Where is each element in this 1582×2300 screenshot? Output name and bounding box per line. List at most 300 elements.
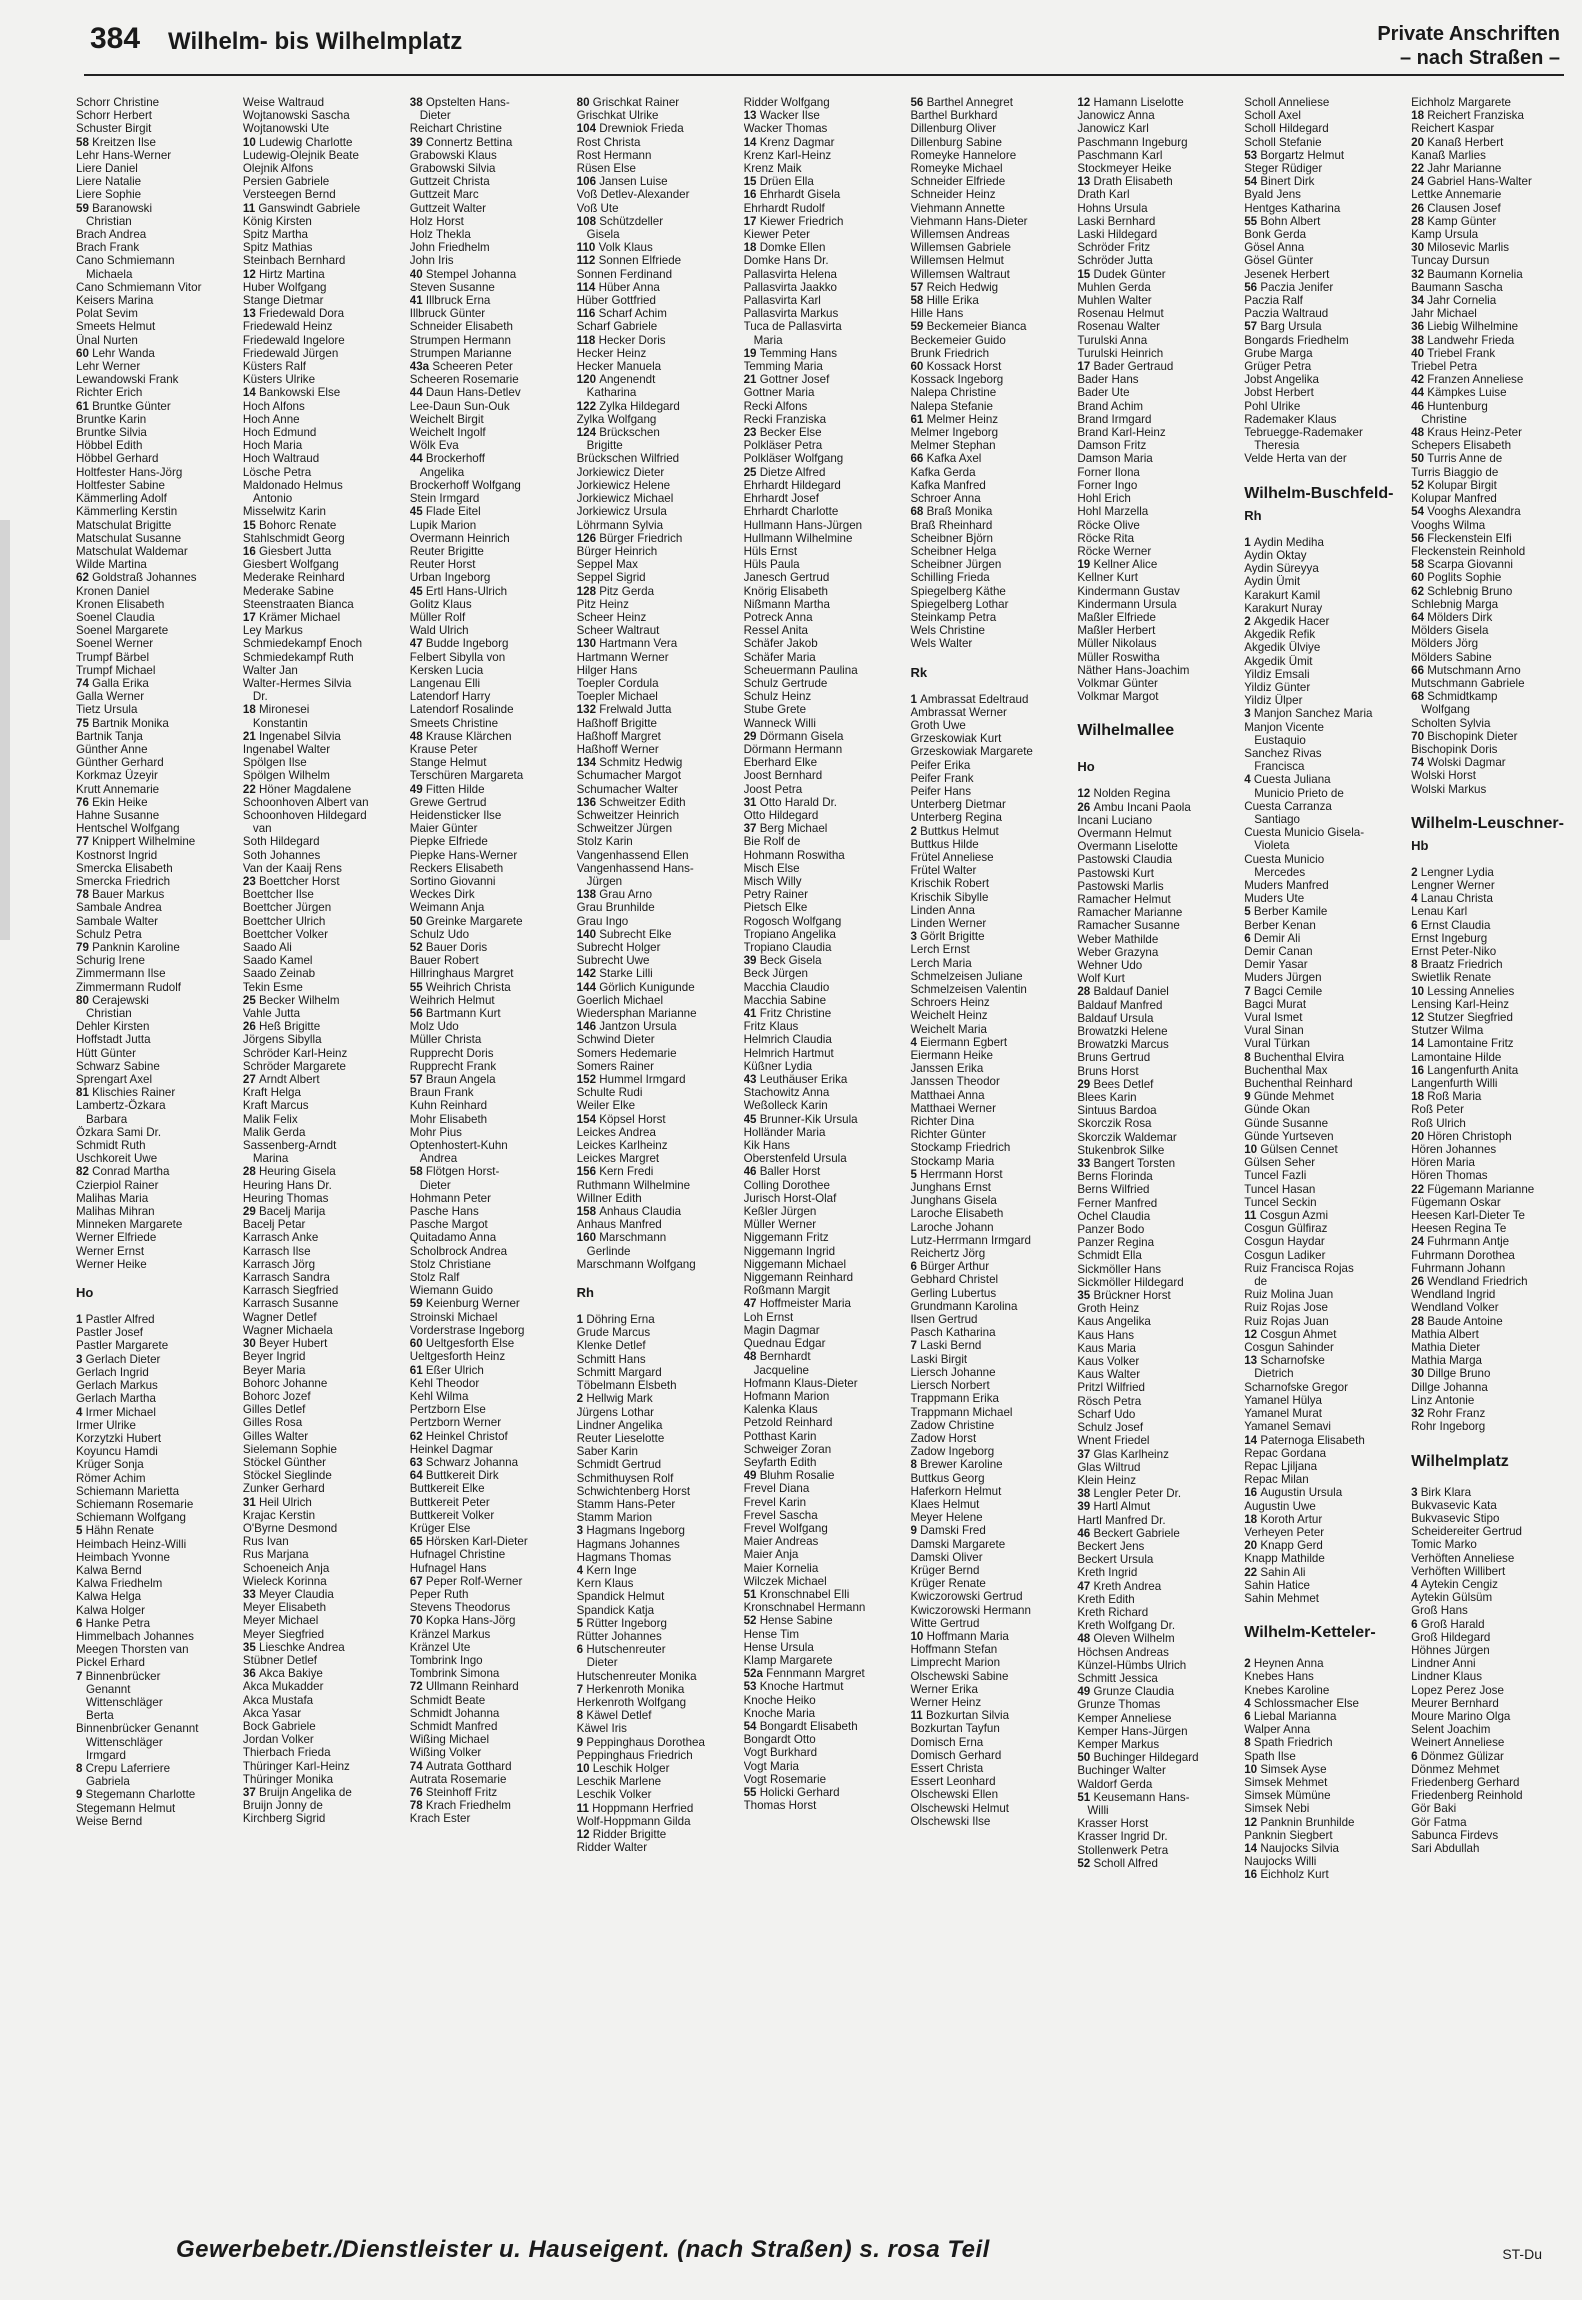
house-number: 44 <box>409 386 426 400</box>
house-number: 7 <box>576 1682 587 1696</box>
directory-entry: Knebes Hans <box>1244 1670 1314 1684</box>
directory-entry: Beckemeier Guido <box>910 333 1006 347</box>
house-number: 2 <box>1244 614 1254 628</box>
directory-entry: Petzold Reinhard <box>743 1416 833 1430</box>
directory-entry: Wagner Detlef <box>242 1310 317 1324</box>
directory-entry: 8 Braatz Friedrich <box>1411 958 1503 972</box>
directory-entry: Wels Walter <box>910 637 973 651</box>
house-number: 15 <box>242 518 260 532</box>
directory-entry: Yamanel Semavi <box>1244 1420 1332 1434</box>
directory-entry: Laski Bernhard <box>1077 214 1156 228</box>
directory-entry: 65 Hörsken Karl-Dieter <box>409 1535 528 1549</box>
directory-entry: Vural Türkan <box>1244 1037 1310 1051</box>
directory-entry: Reckers Elisabeth <box>409 861 504 875</box>
directory-entry: Hofmann Klaus-Dieter <box>743 1376 858 1390</box>
directory-entry: Friedewald Ingelore <box>242 333 345 347</box>
directory-entry: Wojtanowski Ute <box>242 122 330 136</box>
directory-entry: 80 Cerajewski <box>76 993 149 1007</box>
directory-entry: Thüringer Monika <box>242 1772 334 1786</box>
house-number: 64 <box>409 1469 426 1483</box>
directory-entry: Schoonhoven Albert van <box>242 795 369 809</box>
house-number: 3 <box>1244 707 1254 721</box>
directory-entry: Frütel Anneliese <box>910 850 994 864</box>
directory-entry: Schulz Josef <box>1077 1421 1144 1435</box>
directory-entry: Lerch Ernst <box>910 943 970 957</box>
directory-entry: 33 Bangert Torsten <box>1077 1157 1176 1171</box>
directory-entry: 26 Heß Brigitte <box>242 1020 321 1034</box>
directory-entry: 16 Ehrhardt Gisela <box>743 188 841 202</box>
district-heading: Rh <box>576 1285 595 1301</box>
directory-entry: Bruntke Silvia <box>76 426 147 440</box>
directory-entry: Ernst Ingeburg <box>1411 931 1488 945</box>
directory-entry: Zimmermann Ilse <box>76 967 166 981</box>
directory-entry: Waldorf Gerda <box>1077 1777 1153 1791</box>
directory-entry: Stachowitz Anna <box>743 1086 830 1100</box>
directory-entry: Smeets Helmut <box>76 320 156 334</box>
directory-entry: 13 Friedewald Dora <box>242 307 345 321</box>
directory-entry: Pastowski Marlis <box>1077 879 1164 893</box>
directory-entry: Eichholz Margarete <box>1411 96 1512 109</box>
directory-entry: Turris Biaggio de <box>1411 465 1499 479</box>
directory-entry: 19 Temming Hans <box>743 346 838 360</box>
house-number: 59 <box>910 320 927 334</box>
directory-entry: 8 Buchenthal Elvira <box>1244 1050 1345 1064</box>
directory-entry: Cuesta Carranza <box>1244 799 1332 813</box>
directory-entry: 38 Opstelten Hans- <box>409 96 510 109</box>
directory-entry: Richter Erich <box>76 386 143 400</box>
directory-entry: Kehl Wilma <box>409 1389 469 1403</box>
house-number: 5 <box>1244 905 1254 919</box>
directory-entry: Grundmann Karolina <box>910 1299 1018 1313</box>
entry-continuation: Santiago <box>1254 812 1301 826</box>
directory-entry: Bürger Heinrich <box>576 544 658 558</box>
house-number: 44 <box>1411 386 1428 400</box>
house-number: 63 <box>409 1455 426 1469</box>
directory-entry: Kalwa Holger <box>76 1603 145 1617</box>
directory-entry: 19 Kellner Alice <box>1077 558 1158 572</box>
directory-entry: Stübner Detlef <box>242 1653 318 1667</box>
directory-entry: Voß Detlev-Alexander <box>576 188 690 202</box>
directory-entry: Günther Gerhard <box>76 756 164 770</box>
entry-continuation: Theresia <box>1254 439 1300 453</box>
spacer <box>577 1271 740 1281</box>
directory-entry: Reuter Lieselotte <box>576 1431 665 1445</box>
house-number: 57 <box>910 280 927 294</box>
directory-entry: Wißing Volker <box>409 1746 482 1760</box>
directory-entry: Zunker Gerhard <box>242 1482 325 1496</box>
house-number: 59 <box>409 1297 426 1311</box>
directory-entry: Karrasch Jörg <box>242 1257 316 1271</box>
directory-entry: Scholl Hildegard <box>1244 122 1329 136</box>
directory-entry: Unterberg Regina <box>910 811 1002 825</box>
house-number: 25 <box>242 993 260 1007</box>
directory-entry: Browatzki Marcus <box>1077 1038 1169 1052</box>
directory-entry: Pertzborn Werner <box>409 1416 502 1430</box>
directory-entry: Vogt Burkhard <box>743 1746 818 1760</box>
house-number: 136 <box>576 795 600 809</box>
directory-entry: Repac Milan <box>1244 1473 1309 1487</box>
directory-entry: Hoch Edmund <box>242 426 317 440</box>
directory-entry: 1 Ambrassat Edeltraud <box>910 692 1029 706</box>
directory-entry: Somers Hedemarie <box>576 1046 677 1060</box>
house-number: 124 <box>576 426 600 440</box>
directory-entry: Dillge Johanna <box>1411 1380 1488 1394</box>
directory-entry: Kaus Volker <box>1077 1355 1140 1369</box>
directory-entry: 14 Lamontaine Fritz <box>1411 1037 1514 1051</box>
house-number: 38 <box>409 96 426 109</box>
directory-entry: Haferkorn Helmut <box>910 1484 1002 1498</box>
directory-entry: Schäfer Maria <box>743 650 816 664</box>
directory-entry: 2 Buttkus Helmut <box>910 824 999 838</box>
house-number: 118 <box>576 333 599 347</box>
house-number: 16 <box>242 544 260 558</box>
directory-entry: Sari Abdullah <box>1411 1841 1480 1855</box>
directory-entry: Vural Sinan <box>1244 1024 1304 1038</box>
directory-entry: Karrasch Siegfried <box>242 1284 339 1298</box>
house-number: 24 <box>1411 175 1428 189</box>
directory-entry: Kemper Anneliese <box>1077 1711 1172 1725</box>
house-number: 10 <box>576 1761 593 1775</box>
directory-entry: 142 Starke Lilli <box>576 967 653 981</box>
directory-entry: Piepke Elfriede <box>409 835 488 849</box>
directory-entry: Hufnagel Christine <box>409 1548 506 1562</box>
directory-entry: Schulz Gertrude <box>743 676 828 690</box>
directory-entry: Buttkus Georg <box>910 1471 985 1485</box>
directory-entry: Wacker Thomas <box>743 122 828 136</box>
directory-entry: Krasser Ingrid Dr. <box>1077 1830 1168 1844</box>
directory-entry: Soenel Werner <box>76 637 154 651</box>
directory-entry: 22 Fügemann Marianne <box>1411 1182 1535 1196</box>
directory-entry: Buchenthal Max <box>1244 1063 1328 1077</box>
directory-entry: Malihas Mihran <box>76 1205 155 1219</box>
directory-entry: Weichelt Maria <box>910 1022 987 1036</box>
directory-entry: Wendland Ingrid <box>1411 1288 1496 1302</box>
directory-entry: Müller Christa <box>409 1033 482 1047</box>
directory-entry: Wnent Friedel <box>1077 1434 1150 1448</box>
directory-entry: Willemsen Helmut <box>910 254 1004 268</box>
directory-entry: 23 Becker Else <box>743 426 822 440</box>
directory-entry: 53 Knoche Hartmut <box>743 1680 844 1694</box>
directory-entry: Ressel Anita <box>743 624 809 638</box>
directory-entry: Stange Dietmar <box>242 294 324 308</box>
house-number: 12 <box>1077 787 1094 801</box>
directory-entry: Schurig Irene <box>76 954 145 968</box>
house-number: 10 <box>1244 1143 1261 1157</box>
directory-entry: Hüber Gottfried <box>576 294 656 308</box>
house-number: 6 <box>910 1260 921 1274</box>
directory-entry: Müller Rolf <box>409 610 466 624</box>
directory-entry: Steinkamp Petra <box>910 610 997 624</box>
entry-continuation: Wittenschläger <box>86 1735 163 1749</box>
directory-entry: Helmrich Hartmut <box>743 1046 834 1060</box>
directory-entry: Fritz Klaus <box>743 1020 799 1034</box>
directory-entry: Baumann Sascha <box>1411 280 1503 294</box>
house-number: 128 <box>576 584 600 598</box>
directory-entry: Trappmann Erika <box>910 1392 999 1406</box>
directory-entry: 132 Frelwald Jutta <box>576 703 672 717</box>
house-number: 8 <box>1411 958 1421 972</box>
directory-entry: Wißing Michael <box>409 1733 490 1747</box>
directory-entry: Weimann Anja <box>409 901 485 915</box>
directory-entry: 6 Ernst Claudia <box>1411 918 1491 932</box>
directory-entry: Rus Ivan <box>242 1535 289 1549</box>
directory-entry: 21 Ingenabel Silvia <box>242 729 341 743</box>
directory-entry: Polat Sevim <box>76 307 138 321</box>
directory-entry: 17 Kiewer Friedrich <box>743 214 844 228</box>
directory-entry: Grischkat Ulrike <box>576 109 659 123</box>
house-number: 62 <box>409 1429 426 1443</box>
directory-entry: Müller Roswitha <box>1077 650 1160 664</box>
directory-entry: Roßmann Margit <box>743 1284 830 1298</box>
house-number: 65 <box>409 1535 426 1549</box>
directory-entry: Swietlik Renate <box>1411 971 1492 985</box>
directory-entry: Herkenroth Wolfgang <box>576 1695 687 1709</box>
directory-entry: 39 Connertz Bettina <box>409 135 513 149</box>
directory-entry: Krenz Karl-Heinz <box>743 148 832 162</box>
directory-entry: Dehler Kirsten <box>76 1020 150 1034</box>
directory-entry: 37 Glas Karlheinz <box>1077 1447 1169 1461</box>
directory-entry: Schweitzer Heinrich <box>576 808 680 822</box>
entry-continuation: Gisela <box>586 228 620 242</box>
directory-entry: Melmer Stephan <box>910 439 996 453</box>
house-number: 56 <box>1244 280 1261 294</box>
directory-entry: Selent Joachim <box>1411 1723 1491 1737</box>
directory-entry: Ruiz Francisca Rojas <box>1244 1261 1354 1275</box>
directory-entry: Vahle Jutta <box>242 1007 301 1021</box>
directory-entry: 156 Kern Fredi <box>576 1165 654 1179</box>
directory-entry: Aydin Ümit <box>1244 575 1301 589</box>
directory-entry: Ruthmann Wilhelmine <box>576 1178 691 1192</box>
directory-entry: Weßolleck Karin <box>743 1099 828 1113</box>
directory-entry: Kostnorst Ingrid <box>76 848 158 862</box>
directory-entry: 126 Bürger Friedrich <box>576 531 683 545</box>
directory-entry: Weckes Dirk <box>409 888 475 902</box>
directory-entry: Mederake Reinhard <box>242 571 345 585</box>
directory-entry: 58 Kreitzen Ilse <box>76 135 156 149</box>
house-number: 13 <box>1077 175 1094 189</box>
directory-entry: Gör Fatma <box>1411 1815 1467 1829</box>
directory-entry: 50 Greinke Margarete <box>409 914 523 928</box>
directory-entry: Felbert Sibylla von <box>409 650 506 664</box>
directory-entry: Wiedersphan Marianne <box>576 1007 697 1021</box>
spacer <box>1244 526 1407 536</box>
directory-entry: Bruns Horst <box>1077 1064 1139 1078</box>
directory-entry: Löhrmann Sylvia <box>576 518 664 532</box>
directory-entry: Essert Christa <box>910 1761 984 1775</box>
directory-entry: 55 Weihrich Christa <box>409 980 511 994</box>
directory-entry: Lehr Hans-Werner <box>76 148 172 162</box>
street-heading: Wilhelmplatz <box>1411 1452 1509 1470</box>
house-number: 30 <box>1411 241 1428 255</box>
directory-entry: Näther Hans-Joachim <box>1077 663 1190 677</box>
directory-entry: Holz Horst <box>409 214 464 228</box>
entry-continuation: Dietrich <box>1254 1367 1294 1381</box>
house-number: 5 <box>910 1167 921 1181</box>
directory-entry: John Iris <box>409 254 454 268</box>
directory-entry: Müller Werner <box>743 1218 817 1232</box>
directory-entry: Dillenburg Sabine <box>910 135 1002 149</box>
house-number: 120 <box>576 373 600 387</box>
directory-entry: 14 Krenz Dagmar <box>743 135 835 149</box>
directory-entry: Romeyke Hannelore <box>910 148 1017 162</box>
directory-entry: Krenz Maik <box>743 162 802 176</box>
directory-entry: 37 Bruijn Angelika de <box>242 1786 352 1799</box>
directory-entry: Marschmann Wolfgang <box>576 1257 696 1271</box>
directory-entry: 14 Bankowski Else <box>242 386 341 400</box>
directory-entry: 60 Ueltgesforth Else <box>409 1337 515 1351</box>
directory-entry: Gilles Walter <box>242 1429 309 1443</box>
directory-entry: Akca Yasar <box>242 1706 302 1720</box>
directory-entry: Sickmöller Hildegard <box>1077 1275 1184 1289</box>
house-number: 61 <box>910 412 927 426</box>
directory-entry: Mohr Pius <box>409 1125 462 1139</box>
directory-entry: 20 Kanaß Herbert <box>1411 135 1504 149</box>
directory-entry: Willner Edith <box>576 1191 642 1205</box>
spacer <box>577 1303 740 1313</box>
entry-continuation: Katharina <box>586 386 637 400</box>
directory-entry: Hillringhaus Margret <box>409 967 514 981</box>
directory-entry: Tietz Ursula <box>76 703 138 717</box>
directory-entry: Misch Willy <box>743 874 802 888</box>
directory-entry: Barthel Burkhard <box>910 109 998 123</box>
directory-entry: Grüger Petra <box>1244 360 1312 374</box>
directory-entry: Cosgun Sahinder <box>1244 1341 1334 1355</box>
directory-entry: Versteegen Bernd <box>242 188 336 202</box>
directory-entry: Schmitt Hans <box>576 1352 646 1366</box>
directory-entry: Giesbert Wolfgang <box>242 558 339 572</box>
directory-entry: Grube Marga <box>1244 346 1313 360</box>
directory-entry: Byald Jens <box>1244 188 1301 202</box>
directory-entry: 59 Keienburg Werner <box>409 1297 520 1311</box>
directory-entry: Schroers Heinz <box>910 996 990 1010</box>
house-number: 82 <box>76 1165 93 1179</box>
directory-entry: Bruijn Jonny de <box>242 1799 323 1813</box>
directory-entry: Höchsen Andreas <box>1077 1645 1169 1659</box>
directory-entry: 4 Kern Inge <box>576 1563 637 1577</box>
spacer <box>1411 1434 1574 1444</box>
directory-entry: 56 Bartmann Kurt <box>409 1007 501 1021</box>
directory-entry: 3 Görlt Brigitte <box>910 930 985 944</box>
directory-entry: 8 Crepu Laferriere <box>76 1761 171 1775</box>
directory-entry: 45 Flade Eitel <box>409 505 481 519</box>
directory-entry: Hofmann Marion <box>743 1389 830 1403</box>
directory-entry: Manjon Vicente <box>1244 720 1324 734</box>
directory-entry: 3 Gerlach Dieter <box>76 1352 161 1366</box>
directory-entry: 118 Hecker Doris <box>576 333 666 347</box>
directory-entry: 54 Binert Dirk <box>1244 175 1315 189</box>
directory-entry: 5 Rütter Ingeborg <box>576 1616 667 1630</box>
house-number: 4 <box>910 1035 921 1049</box>
directory-entry: Brand Karl-Heinz <box>1077 426 1166 440</box>
directory-entry: Hagmans Johannes <box>576 1537 680 1551</box>
directory-entry: Frevel Sascha <box>743 1508 818 1522</box>
house-number: 17 <box>1077 360 1094 374</box>
house-number: 74 <box>76 676 93 690</box>
directory-entry: Günther Anne <box>76 742 148 756</box>
directory-entry: Trumpf Michael <box>76 663 156 677</box>
directory-entry: Jordan Volker <box>242 1733 314 1747</box>
directory-entry: Ehrhardt Charlotte <box>743 505 839 519</box>
house-number: 106 <box>576 175 600 189</box>
directory-entry: Schmidt Ruth <box>76 1139 146 1153</box>
directory-entry: Stockamp Friedrich <box>910 1141 1011 1155</box>
entry-continuation: Maria <box>753 333 783 347</box>
directory-entry: Akca Mustafa <box>242 1693 314 1707</box>
house-number: 48 <box>1077 1632 1094 1646</box>
directory-entry: Overmann Liselotte <box>1077 840 1178 854</box>
directory-entry: 134 Schmitz Hedwig <box>576 756 683 770</box>
directory-entry: 54 Vooghs Alexandra <box>1411 505 1521 519</box>
house-number: 50 <box>1411 452 1428 466</box>
directory-entry: Vural Ismet <box>1244 1011 1303 1024</box>
directory-entry: 158 Anhaus Claudia <box>576 1205 682 1219</box>
directory-entry: 18 Reichert Franziska <box>1411 109 1524 123</box>
directory-entry: 116 Scharf Achim <box>576 307 667 321</box>
directory-entry: Weiler Elke <box>576 1099 636 1113</box>
directory-entry: Steger Rüdiger <box>1244 162 1323 176</box>
directory-entry: Maier Kornelia <box>743 1561 819 1575</box>
directory-entry: Kaus Hans <box>1077 1328 1135 1342</box>
house-number: 2 <box>1244 1657 1254 1671</box>
house-number: 16 <box>743 188 760 202</box>
house-number: 14 <box>1244 1841 1261 1855</box>
spacer <box>910 683 1073 693</box>
directory-entry: Karrasch Susanne <box>242 1297 339 1311</box>
directory-entry: 43a Scheeren Peter <box>409 360 513 374</box>
footer-code: ST-Du <box>1502 2246 1542 2262</box>
spacer <box>1077 745 1240 755</box>
directory-entry: Hoch Alfons <box>242 399 305 413</box>
directory-entry: Weise Bernd <box>76 1814 143 1828</box>
directory-entry: Hartmann Werner <box>576 650 669 664</box>
house-number: 32 <box>1411 267 1428 281</box>
house-number: 4 <box>1411 892 1421 906</box>
directory-entry: Kreth Edith <box>1077 1592 1135 1606</box>
directory-entry: Meyer Michael <box>242 1614 319 1628</box>
house-number: 57 <box>1244 320 1261 334</box>
directory-entry: Hohl Marzella <box>1077 505 1149 519</box>
directory-entry: Schmidt Manfred <box>409 1719 498 1733</box>
directory-entry: Spath Ilse <box>1244 1749 1296 1763</box>
directory-entry: Yildiz Günter <box>1244 680 1311 694</box>
directory-entry: 47 Hoffmeister Maria <box>743 1297 851 1311</box>
spacer <box>1077 703 1240 713</box>
directory-entry: Buttkereit Elke <box>409 1482 485 1496</box>
directory-entry: Schmelzeisen Valentin <box>910 983 1027 996</box>
directory-entry: Hille Hans <box>910 307 964 321</box>
directory-entry: Pasch Katharina <box>910 1326 996 1340</box>
house-number: 37 <box>1077 1447 1094 1461</box>
directory-entry: Macchia Sabine <box>743 993 827 1007</box>
directory-entry: Pastowski Claudia <box>1077 853 1173 867</box>
directory-entry: 38 Landwehr Frieda <box>1411 333 1515 347</box>
directory-entry: 36 Liebig Wilhelmine <box>1411 320 1519 334</box>
directory-entry: Essert Leonhard <box>910 1775 996 1789</box>
directory-entry: Buttkereit Volker <box>409 1508 495 1522</box>
directory-entry: Hohmann Roswitha <box>743 848 845 862</box>
directory-entry: Pallasvirta Karl <box>743 294 821 308</box>
directory-entry: Terschüren Margareta <box>409 769 524 783</box>
directory-entry: Weise Waltraud <box>242 96 325 109</box>
house-number: 5 <box>576 1616 587 1630</box>
house-number: 39 <box>743 954 760 968</box>
directory-entry: Boettcher Ulrich <box>242 914 326 928</box>
directory-entry: Verhöften Anneliese <box>1411 1551 1515 1565</box>
directory-entry: 54 Bongardt Elisabeth <box>743 1719 858 1733</box>
house-number: 138 <box>576 888 600 902</box>
directory-entry: Reichertz Jörg <box>910 1247 986 1261</box>
spacer <box>1411 1476 1574 1486</box>
